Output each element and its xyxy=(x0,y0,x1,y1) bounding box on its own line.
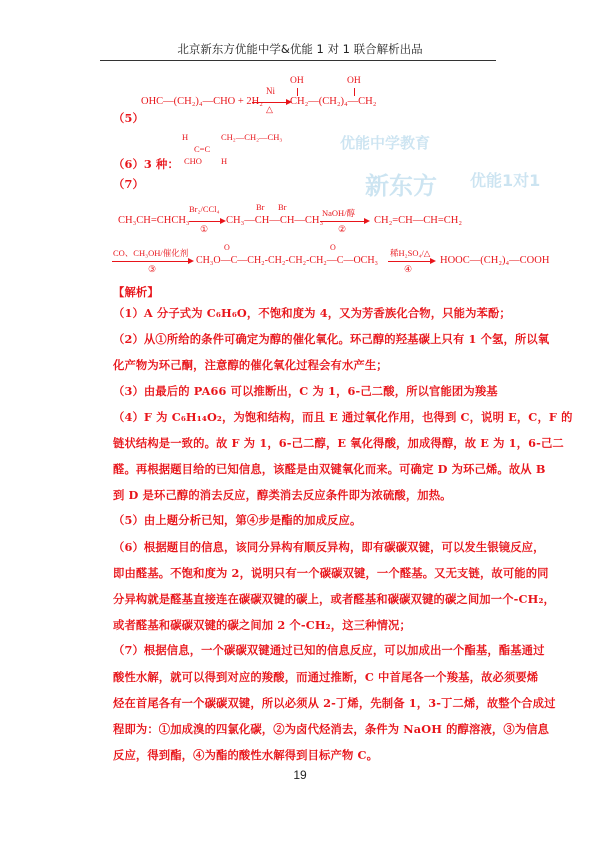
q7-step3-condition: CO、CH₃OH/催化剂 xyxy=(113,248,189,258)
header-divider xyxy=(100,60,496,61)
q7-o2: O xyxy=(330,243,336,252)
analysis-line: 链状结构是一致的。故 F 为 1，6-己二醇，E 氧化得酸，加成得醇，故 E 为 1，6-己二 xyxy=(113,436,564,450)
q7-label: （7） xyxy=(113,177,144,191)
analysis-line: 即由醛基。不饱和度为 2，说明只有一个碳碳双键，一个醛基。又无支链，故可能的同 xyxy=(113,566,549,580)
q7-diester: CH₃O—C—CH₂-CH₂-CH₂-CH₂—C—OCH₃ xyxy=(196,255,379,266)
q6-h2: H xyxy=(221,156,228,166)
q7-br1: Br xyxy=(256,202,265,212)
bond-line xyxy=(297,88,298,96)
q7-step3-number: ③ xyxy=(148,264,157,274)
q5-oh-2: OH xyxy=(347,76,361,86)
analysis-line: （3）由最后的 PA66 可以推断出，C 为 1，6-己二酸，所以官能团为羧基 xyxy=(113,384,498,398)
analysis-line: 化产物为环己酮，注意醇的催化氧化过程会有水产生； xyxy=(113,358,388,372)
reaction-arrow xyxy=(189,221,222,222)
q5-oh-1: OH xyxy=(290,76,304,86)
analysis-line: （6）根据题目的信息，该同分异构有顺反异构，即有碳碳双键，可以发生银镜反应， xyxy=(113,540,545,554)
analysis-line: （1）A 分子式为 C₆H₆O，不饱和度为 4，又为芳香族化合物，只能为苯酚； xyxy=(113,306,511,320)
q7-step4-condition: 稀H₂SO₄/△ xyxy=(390,248,431,258)
q7-step4-number: ④ xyxy=(404,264,413,274)
analysis-line: 烃在首尾各有一个碳碳双键，所以必须从 2-丁烯，先制备 1，3-丁二烯，故整个合成过 xyxy=(113,696,556,710)
analysis-line: 醛。再根据题目给的已知信息，该醛是由双键氧化而来。可确定 D 为环己烯。故从 B xyxy=(113,462,546,476)
page-header: 北京新东方优能中学&优能 1 对 1 联合解析出品 xyxy=(177,42,423,56)
q7-butadiene: CH₂=CH—CH=CH₂ xyxy=(374,215,463,226)
q7-butene: CH₃CH=CHCH₃ xyxy=(118,215,190,226)
analysis-line: （2）从①所给的条件可确定为醇的催化氧化。环己醇的羟基碳上只有 1 个氢，所以氧 xyxy=(113,332,550,346)
analysis-line: 反应，得到酯，④为酯的酸性水解得到目标产物 C。 xyxy=(113,748,379,762)
reaction-arrow xyxy=(112,261,190,262)
q7-step2-number: ② xyxy=(338,224,347,234)
analysis-line: （4）F 为 C₆H₁₄O₂，为饱和结构，而且 E 通过氧化作用，也得到 C，说明 E，C，F 的 xyxy=(113,410,573,424)
q6-chain: CH₂—CH₂—CH₃ xyxy=(221,132,283,142)
q7-step2-condition: NaOH/醇 xyxy=(322,208,356,218)
analysis-line: （7）根据信息，一个碳碳双键通过已知的信息反应，可以加成出一个酯基，酯基通过 xyxy=(113,643,545,657)
analysis-line: 分异构就是醛基直接连在碳碳双键的碳上，或者醛基和碳碳双键的碳之间加一个-CH₂， xyxy=(113,592,555,606)
q5-heat: △ xyxy=(266,104,273,114)
analysis-line: 程即为：①加成溴的四氯化碳，②为卤代烃消去，条件为 NaOH 的醇溶液，③为信息 xyxy=(113,722,550,736)
q5-product: CH₂—(CH₂)₄—CH₂ xyxy=(290,96,377,107)
bond-line xyxy=(354,88,355,96)
watermark-xdf: 新东方 xyxy=(365,172,437,200)
analysis-line: 或者醛基和碳碳双键的碳之间加 2 个-CH₂，这三种情况； xyxy=(113,618,411,632)
q6-cho: CHO xyxy=(184,156,202,166)
q6-h1: H xyxy=(182,132,189,142)
analysis-line: （5）由上题分析已知，第④步是酯的加成反应。 xyxy=(113,513,362,527)
q5-label: （5） xyxy=(113,111,144,125)
watermark-yz: 优能中学教育 xyxy=(340,134,431,152)
q7-adipic-acid: HOOC—(CH₂)₄—COOH xyxy=(440,255,550,266)
q7-step1-number: ① xyxy=(200,224,209,234)
page-number: 19 xyxy=(293,768,307,782)
q6-label: （6）3 种： xyxy=(113,157,179,171)
q5-reactants: OHC—(CH₂)₄—CHO + 2H₂ xyxy=(141,96,263,107)
q7-br2: Br xyxy=(278,202,287,212)
analysis-line: 酸性水解，就可以得到对应的羧酸，而通过推断，C 中首尾各一个羧基，故必须要烯 xyxy=(113,670,539,684)
q5-catalyst: Ni xyxy=(266,86,275,96)
reaction-arrow xyxy=(252,102,288,103)
q7-step1-condition: Br₂/CCl₄ xyxy=(189,204,220,214)
q7-o1: O xyxy=(224,243,230,252)
q6-double-bond: C=C xyxy=(194,144,211,154)
q7-dibromide: CH₃—CH—CH—CH₃ xyxy=(226,215,324,226)
reaction-arrow xyxy=(388,261,432,262)
analysis-title: 【解析】 xyxy=(113,285,159,299)
analysis-line: 到 D 是环己醇的消去反应，醇类消去反应条件即为浓硫酸，加热。 xyxy=(113,488,452,502)
watermark-yn: 优能1对1 xyxy=(470,171,541,190)
reaction-arrow xyxy=(320,221,366,222)
